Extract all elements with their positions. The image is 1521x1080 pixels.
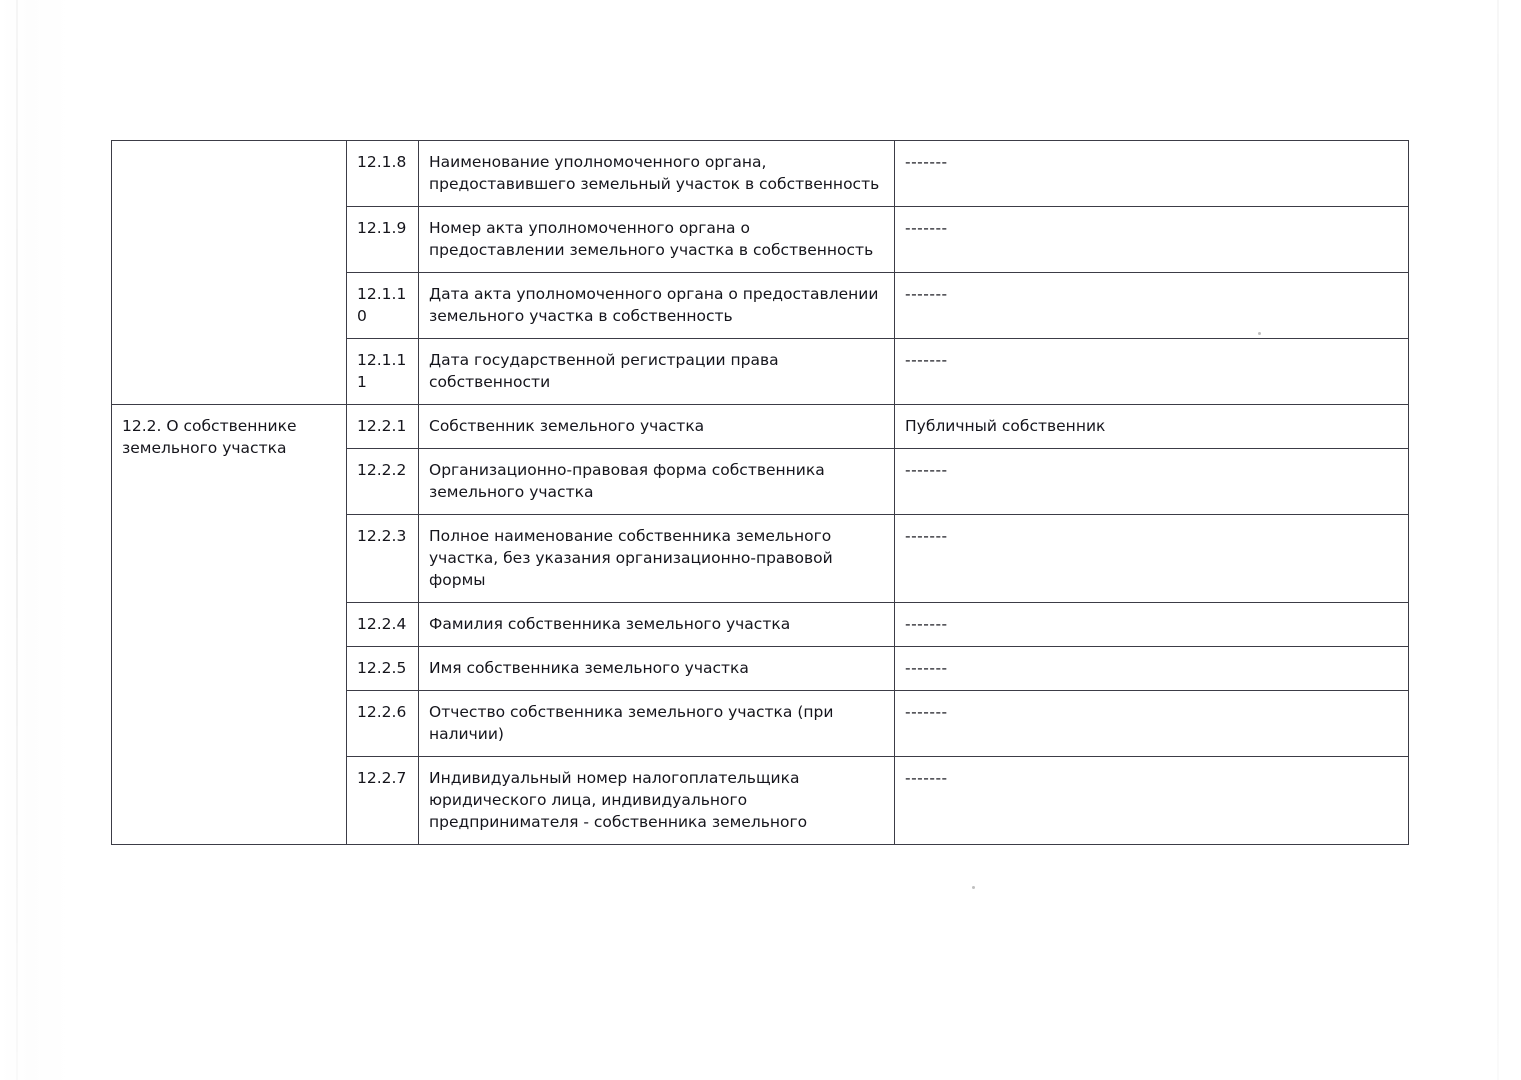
name-cell: Номер акта уполномоченного органа о предоставлении земельного участка в собственность [419,207,895,273]
value-cell: ------- [895,757,1409,845]
code-cell: 12.2.2 [347,449,419,515]
value-cell: ------- [895,449,1409,515]
land-plot-attributes-table [111,140,1409,845]
value-cell: ------- [895,273,1409,339]
value-cell: ------- [895,603,1409,647]
name-cell: Полное наименование собственника земельного участка, без указания организационно-правовой формы [419,515,895,603]
table-row [112,141,1409,207]
code-cell: 12.1.8 [347,141,419,207]
name-cell: Отчество собственника земельного участка (при наличии) [419,691,895,757]
name-cell: Наименование уполномоченного органа, предоставившего земельный участок в собственность [419,141,895,207]
name-cell: Собственник земельного участка [419,405,895,449]
name-cell: Организационно-правовая форма собственника земельного участка [419,449,895,515]
value-cell: ------- [895,691,1409,757]
section-cell: 12.2. О собственнике земельного участка [112,405,347,845]
value-cell: ------- [895,141,1409,207]
page-edge-shadow-left [16,0,18,1080]
section-cell [112,141,347,405]
name-cell: Имя собственника земельного участка [419,647,895,691]
code-cell: 12.2.3 [347,515,419,603]
value-cell: ------- [895,207,1409,273]
code-cell: 12.1.9 [347,207,419,273]
code-cell: 12.1.11 [347,339,419,405]
code-cell: 12.2.5 [347,647,419,691]
value-cell: ------- [895,339,1409,405]
name-cell: Дата государственной регистрации права собственности [419,339,895,405]
scan-speck [972,886,975,889]
code-cell: 12.2.6 [347,691,419,757]
code-cell: 12.2.1 [347,405,419,449]
value-cell: ------- [895,647,1409,691]
name-cell: Дата акта уполномоченного органа о предоставлении земельного участка в собственность [419,273,895,339]
value-cell: ------- [895,515,1409,603]
code-cell: 12.2.7 [347,757,419,845]
code-cell: 12.1.10 [347,273,419,339]
page-edge-shadow-right [1497,0,1499,1080]
name-cell: Фамилия собственника земельного участка [419,603,895,647]
name-cell: Индивидуальный номер налогоплательщика юридического лица, индивидуального предпринимателя - собственника земельного [419,757,895,845]
code-cell: 12.2.4 [347,603,419,647]
table-row [112,405,1409,449]
value-cell: Публичный собственник [895,405,1409,449]
